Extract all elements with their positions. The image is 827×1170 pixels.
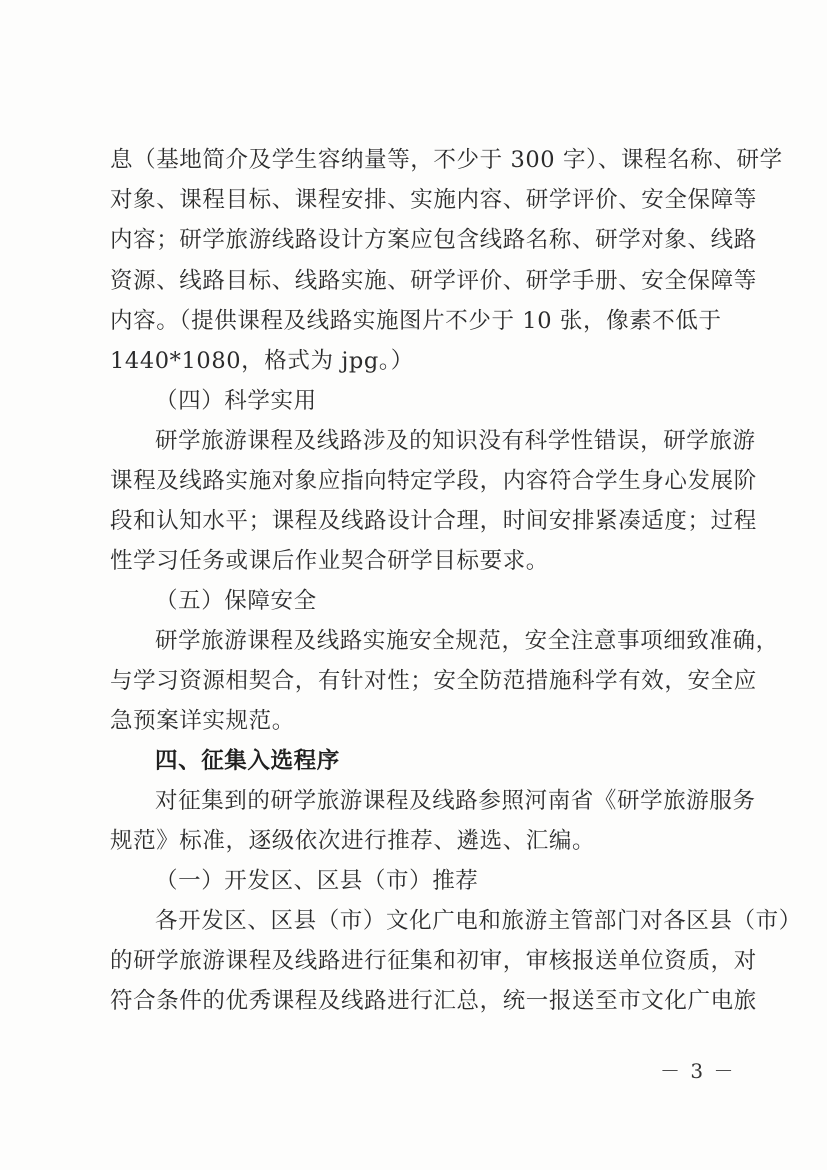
text-line: 与学习资源相契合，有针对性；安全防范措施科学有效，安全应 xyxy=(110,668,757,694)
text-line: 对象、课程目标、课程安排、实施内容、研学评价、安全保障等 xyxy=(110,187,757,213)
text-line: 规范》标准，逐级依次进行推荐、遴选、汇编。 xyxy=(110,828,596,854)
section-subheading: （四）科学实用 xyxy=(155,388,317,414)
text-line: 性学习任务或课后作业契合研学目标要求。 xyxy=(110,548,549,574)
paragraph-first-line: 各开发区、区县（市）文化广电和旅游主管部门对各区县（市） xyxy=(155,908,802,934)
text-line: 资源、线路目标、线路实施、研学评价、研学手册、安全保障等 xyxy=(110,268,757,294)
paragraph-first-line: 研学旅游课程及线路实施安全规范，安全注意事项细致准确， xyxy=(155,628,779,654)
paragraph-first-line: 对征集到的研学旅游课程及线路参照河南省《研学旅游服务 xyxy=(155,788,756,814)
section-heading: 四、征集入选程序 xyxy=(155,748,340,774)
text-line: 息（基地简介及学生容纳量等，不少于 300 字）、课程名称、研学 xyxy=(110,147,783,173)
text-line: 急预案详实规范。 xyxy=(110,708,295,734)
text-line: 段和认知水平；课程及线路设计合理，时间安排紧凑适度；过程 xyxy=(110,508,757,534)
text-line: 内容；研学旅游线路设计方案应包含线路名称、研学对象、线路 xyxy=(110,227,757,253)
page-number: － 3 － xyxy=(660,1059,736,1083)
text-line: 课程及线路实施对象应指向特定学段，内容符合学生身心发展阶 xyxy=(110,468,757,494)
text-line: 的研学旅游课程及线路进行征集和初审，审核报送单位资质，对 xyxy=(110,948,757,974)
section-subheading: （五）保障安全 xyxy=(155,588,317,614)
text-line: 1440*1080，格式为 jpg。） xyxy=(110,348,414,374)
text-line: 内容。（提供课程及线路实施图片不少于 10 张，像素不低于 xyxy=(110,308,722,334)
paragraph-first-line: 研学旅游课程及线路涉及的知识没有科学性错误，研学旅游 xyxy=(155,428,756,454)
text-line: 符合条件的优秀课程及线路进行汇总，统一报送至市文化广电旅 xyxy=(110,988,757,1014)
section-subheading: （一）开发区、区县（市）推荐 xyxy=(155,868,479,894)
